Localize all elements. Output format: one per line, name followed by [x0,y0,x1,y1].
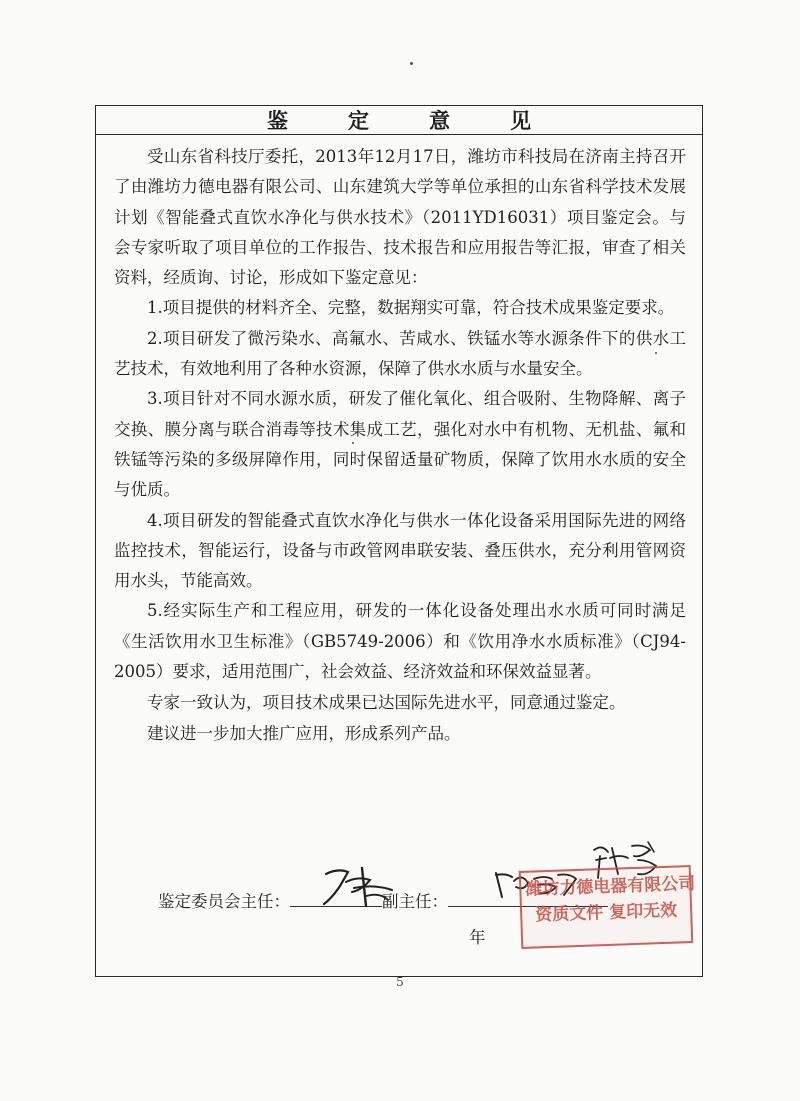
finding-5: 5.经实际生产和工程应用，研发的一体化设备处理出水水质可同时满足《生活饮用水卫生标准》（GB5749-2006）和《饮用净水水质标准》（CJ94-2005）要求，适用范围广，社会效益、经济效益和环保效益显著。 [114,601,686,682]
finding-2: 2.项目研发了微污染水、高氟水、苦咸水、铁锰水等水源条件下的供水工艺技术，有效地利用了各种水资源，保障了供水水质与水量安全。 [114,328,686,379]
chair-signature-line [290,886,382,907]
conclusion-paragraph: 专家一致认为，项目技术成果已达国际先进水平，同意通过鉴定。 [147,693,626,713]
page-number: 5 [396,975,404,989]
section-title: 鉴定意见 [267,108,591,133]
intro-paragraph: 受山东省科技厅委托，2013年12月17日，潍坊市科技局在济南主持召开了由潍坊力德电器有限公司、山东建筑大学等单位承担的山东省科学技术发展计划《智能叠式直饮水净化与供水技术》（2011YD16031）项目鉴定会。与会专家听取了项目单位的工作报告、技术报告和应用报告等汇报，审查了相关资料，经质询、讨论，形成如下鉴定意见： [114,147,686,288]
date-row [469,924,486,948]
finding-1: 1.项目提供的材料齐全、完整，数据翔实可靠，符合技术成果鉴定要求。 [147,298,675,318]
chair-label: 鉴定委员会主任： [158,892,290,911]
vice-chair-label: 副主任： [382,892,448,911]
table-header-row [96,106,702,135]
finding-4: 4.项目研发的智能叠式直饮水净化与供水一体化设备采用国际先进的网络监控技术，智能运行，设备与市政管网串联安装、叠压供水，充分利用管网资用水头，节能高效。 [114,510,686,591]
year-label: 年 [469,928,486,947]
opinion-content [114,142,686,749]
stamp-notice-text: 资质文件 复印无效 [534,900,678,926]
stamp-company-text: 潍坊力德电器有限公司 [525,873,696,900]
scan-speck [410,62,413,65]
recommendation-paragraph: 建议进一步加大推广应用，形成系列产品。 [147,723,461,743]
opinion-table [95,105,703,977]
finding-3: 3.项目针对不同水源水质，研发了催化氧化、组合吸附、生物降解、离子交换、膜分离与联合消毒等技术集成工艺，强化对水中有机物、无机盐、氟和铁锰等污染的多级屏障作用，同时保留适量矿物质，保障了饮用水水质的安全与优质。 [114,389,686,500]
red-seal-stamp [519,865,694,949]
